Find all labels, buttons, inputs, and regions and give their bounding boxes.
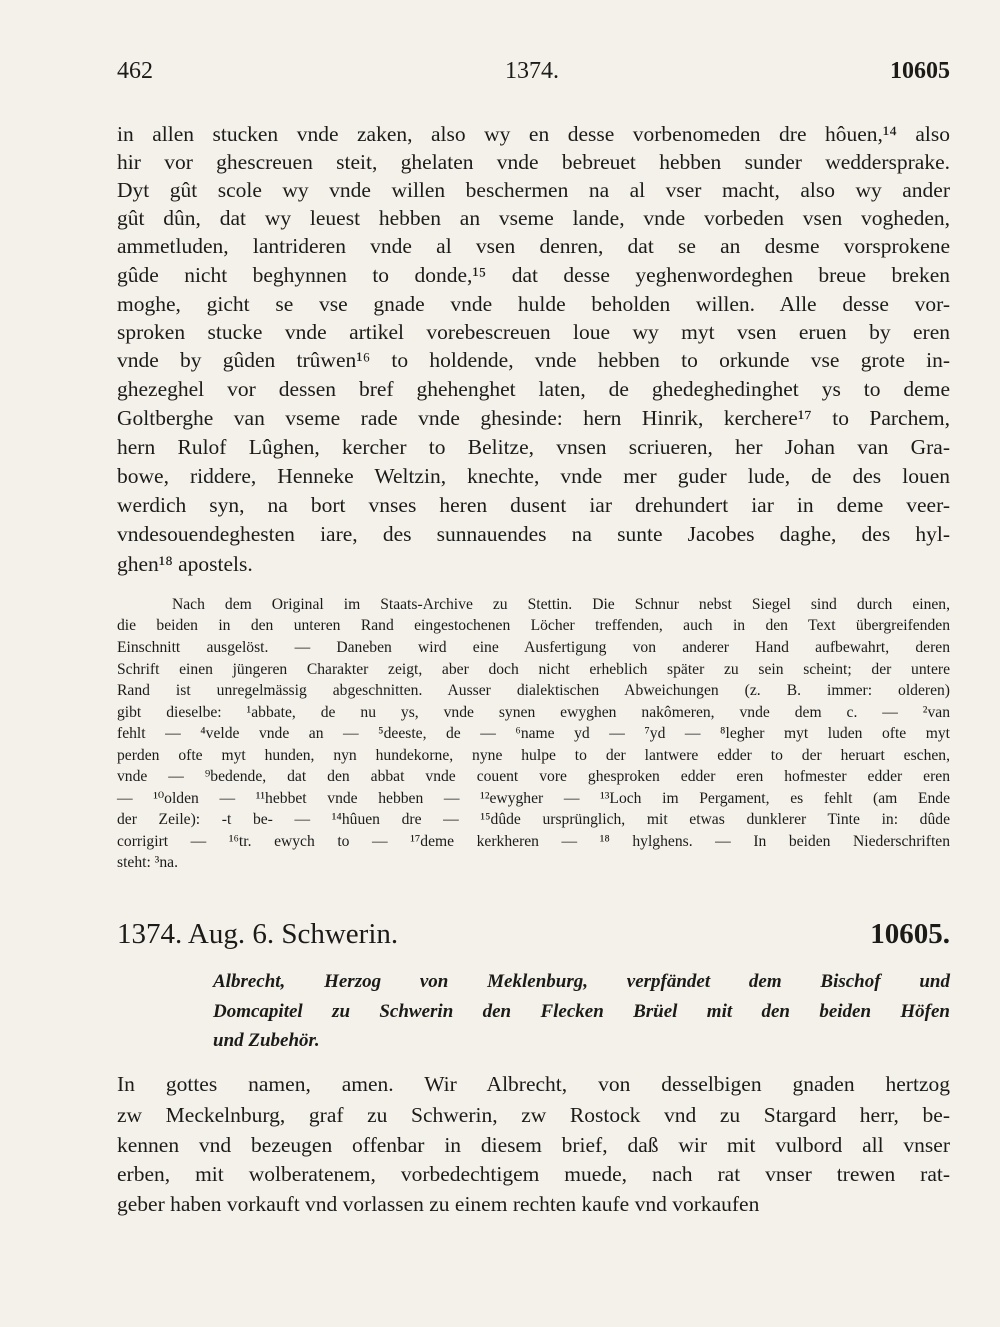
regest-line: und Zubehör.	[213, 1030, 320, 1051]
regest-line: Albrecht, Herzog von Meklenburg, verpfändet dem Bischof und	[213, 971, 950, 992]
text-line: Dyt gût scole wy vnde willen beschermen na al vser macht, also wy ander	[117, 178, 950, 202]
note-line: vnde — ⁹bedende, dat den abbat vnde couent vore ghesproken edder eren hofmester edder eren	[117, 768, 950, 785]
regest-line: Domcapitel zu Schwerin den Flecken Brüel mit den beiden Höfen	[213, 1001, 950, 1022]
text-line: erben, mit wolberatenem, vorbedechtigem muede, nach rat vnser trewen rat-	[117, 1162, 950, 1186]
text-line: gût dûn, dat wy leuest hebben an vseme lande, vnde vorbeden vsen vogheden,	[117, 206, 950, 230]
note-line: Rand ist unregelmässig abgeschnitten. Ausser dialektischen Abweichungen (z. B. immer: olderen)	[117, 682, 950, 699]
note-line: — ¹⁰olden — ¹¹hebbet vnde hebben — ¹²ewygher — ¹³Loch im Pergament, es fehlt (am Ende	[117, 790, 950, 807]
page-number: 462	[117, 58, 153, 84]
note-line: Einschnitt ausgelöst. — Daneben wird eine Ausfertigung von anderer Hand aufbewahrt, deren	[117, 639, 950, 656]
note-line: corrigirt — ¹⁶tr. ewych to — ¹⁷deme kerkheren — ¹⁸ hylghens. — In beiden Niederschriften	[117, 833, 950, 850]
note-line: Nach dem Original im Staats-Archive zu Stettin. Die Schnur nebst Siegel sind durch einen,	[172, 596, 950, 613]
text-line: gûde nicht beghynnen to donde,¹⁵ dat desse yeghenwordeghen breue breken	[117, 263, 950, 287]
entry-heading	[117, 918, 950, 958]
entry-date-place: 1374. Aug. 6. Schwerin.	[117, 918, 399, 950]
note-line: die beiden in den unteren Rand eingestochenen Löcher treffenden, auch in den Text übergreifenden	[117, 617, 950, 634]
header-year: 1374.	[505, 58, 559, 84]
text-line: vnde by gûden trûwen¹⁶ to holdende, vnde hebben to orkunde vse grote in-	[117, 348, 950, 372]
note-line: der Zeile): -t be- — ¹⁴hûuen dre — ¹⁵dûde ursprünglich, mit etwas dunklerer Tinte in: dûde	[117, 811, 950, 828]
note-line: perden ofte myt hunden, nyn hundekorne, nyne hulpe to der lantwere edder to der heruart eschen,	[117, 747, 950, 764]
text-line: kennen vnd bezeugen offenbar in diesem brief, daß wir mit vulbord all vnser	[117, 1133, 950, 1157]
text-line: in allen stucken vnde zaken, also wy en desse vorbenomeden dre hôuen,¹⁴ also	[117, 122, 950, 146]
text-line: bowe, riddere, Henneke Weltzin, knechte, vnde mer guder lude, de des louen	[117, 464, 950, 488]
text-line: zw Meckelnburg, graf zu Schwerin, zw Rostock vnd zu Stargard herr, be-	[117, 1103, 950, 1127]
text-line: ghezeghel vor dessen bref ghehenghet laten, de ghedeghedinghet ys to deme	[117, 377, 950, 401]
text-line: moghe, gicht se vse gnade vnde hulde beholden willen. Alle desse vor-	[117, 292, 950, 316]
text-line: ammetluden, lantrideren vnde al vsen denren, dat se an desme vorsprokene	[117, 234, 950, 258]
note-line: Schrift einen jüngeren Charakter zeigt, aber doch nicht erheblich später zu sein scheint; der untere	[117, 661, 950, 678]
running-header	[117, 58, 950, 92]
text-line: vndesouendeghesten iare, des sunnauendes na sunte Jacobes daghe, des hyl-	[117, 522, 950, 546]
text-line: sproken stucke vnde artikel vorebescreuen loue wy myt vsen eruen by eren	[117, 320, 950, 344]
note-line: gibt dieselbe: ¹abbate, de nu ys, vnde synen ewyghen nakômeren, vnde dem c. — ²van	[117, 704, 950, 721]
text-line: geber haben vorkauft vnd vorlassen zu einem rechten kaufe vnd vorkaufen	[117, 1192, 760, 1216]
note-line: steht: ³na.	[117, 854, 178, 871]
text-line: Goltberghe van vseme rade vnde ghesinde: hern Hinrik, kerchere¹⁷ to Parchem,	[117, 406, 950, 430]
text-line: ghen¹⁸ apostels.	[117, 552, 253, 576]
text-line: hir vor ghescreuen steit, ghelaten vnde bebreuet hebben sunder weddersprake.	[117, 150, 950, 174]
note-line: fehlt — ⁴velde vnde an — ⁵deeste, de — ⁶name yd — ⁷yd — ⁸legher myt luden ofte myt	[117, 725, 950, 742]
entry-number: 10605.	[870, 918, 950, 950]
text-line: hern Rulof Lûghen, kercher to Belitze, vnsen scriueren, her Johan van Gra-	[117, 435, 950, 459]
header-document-number: 10605	[890, 58, 950, 84]
text-line: werdich syn, na bort vnses heren dusent iar drehundert iar in deme veer-	[117, 493, 950, 517]
text-line: In gottes namen, amen. Wir Albrecht, von desselbigen gnaden hertzog	[117, 1072, 950, 1096]
